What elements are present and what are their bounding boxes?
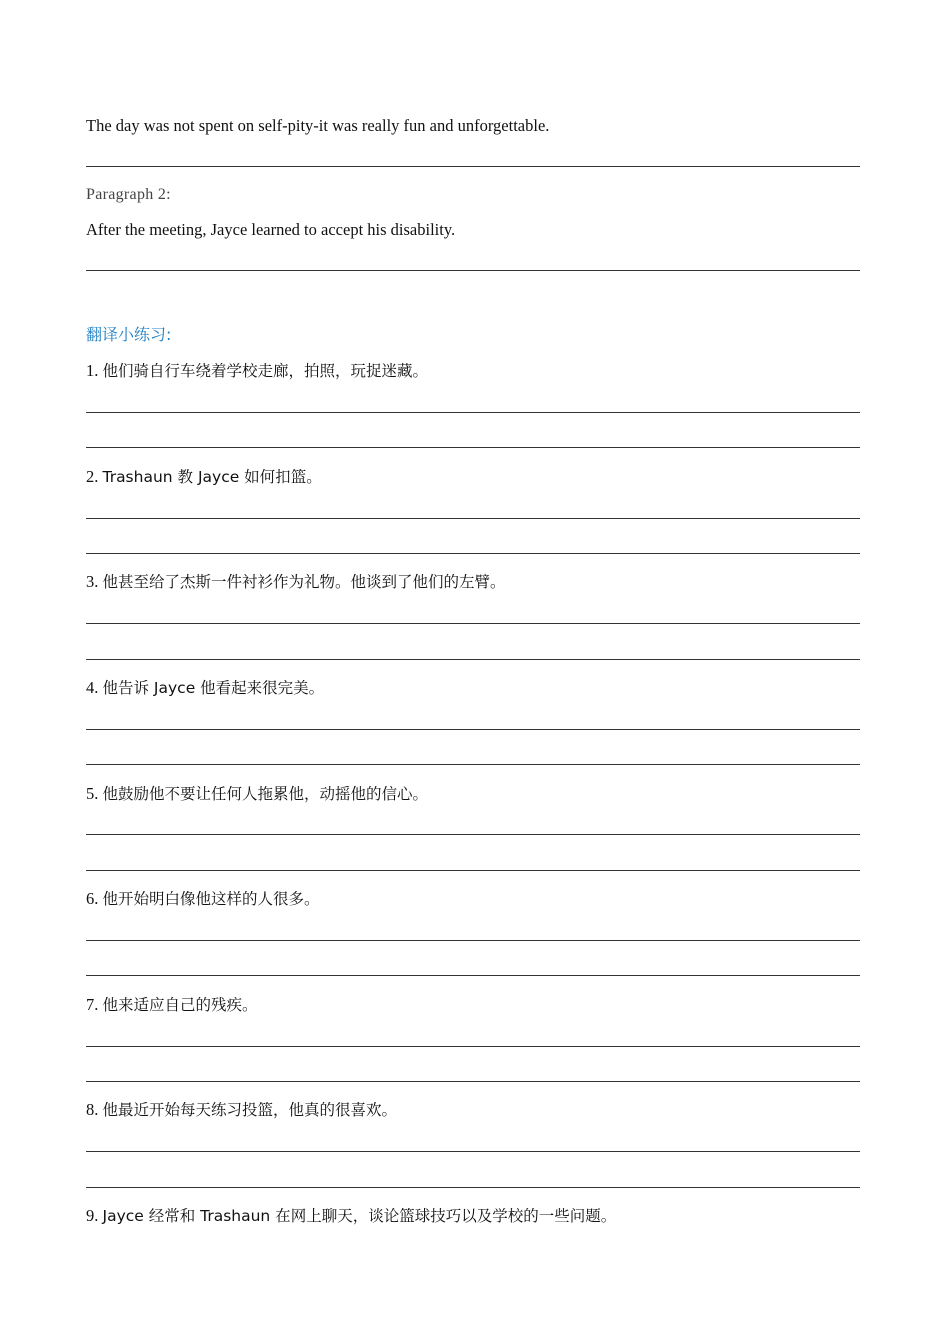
item-number: 9. (86, 1206, 99, 1225)
answer-line[interactable] (86, 623, 860, 624)
translation-section-title: 翻译小练习: (86, 325, 172, 344)
translation-item-9 (86, 1206, 616, 1226)
answer-line[interactable] (86, 1151, 860, 1152)
item-number: 8. (86, 1100, 99, 1119)
answer-line[interactable] (86, 659, 860, 660)
answer-line[interactable] (86, 1187, 860, 1188)
item-text: 他告诉 Jayce 他看起来很完美。 (102, 679, 325, 697)
item-number: 6. (86, 889, 99, 908)
translation-item-2 (86, 467, 322, 487)
translation-item-6 (86, 889, 320, 909)
answer-line[interactable] (86, 1046, 860, 1047)
answer-line[interactable] (86, 270, 860, 271)
translation-item-7 (86, 995, 258, 1015)
item-number: 3. (86, 572, 99, 591)
answer-line[interactable] (86, 412, 860, 413)
answer-line[interactable] (86, 518, 860, 519)
answer-line[interactable] (86, 553, 860, 554)
item-text: Jayce 经常和 Trashaun 在网上聊天，谈论篮球技巧以及学校的一些问题。 (102, 1207, 617, 1225)
translation-item-8 (86, 1100, 397, 1120)
paragraph-2-label: Paragraph 2: (86, 186, 171, 203)
translation-item-1 (86, 361, 428, 381)
item-number: 4. (86, 678, 99, 697)
item-text: Trashaun 教 Jayce 如何扣篮。 (102, 468, 322, 486)
translation-item-4 (86, 678, 324, 698)
answer-line[interactable] (86, 1081, 860, 1082)
paragraph-2-sentence: After the meeting, Jayce learned to accept his disability. (86, 220, 456, 239)
translation-item-3 (86, 572, 506, 592)
answer-line[interactable] (86, 166, 860, 167)
item-text: 他来适应自己的残疾。 (102, 996, 258, 1014)
translation-item-5 (86, 784, 428, 804)
item-text: 他鼓励他不要让任何人拖累他，动摇他的信心。 (102, 785, 429, 803)
answer-line[interactable] (86, 447, 860, 448)
item-number: 5. (86, 784, 99, 803)
item-text: 他开始明白像他这样的人很多。 (102, 890, 320, 908)
item-text: 他甚至给了杰斯一件衬衫作为礼物。他谈到了他们的左臂。 (102, 573, 506, 591)
item-number: 1. (86, 361, 99, 380)
item-text: 他们骑自行车绕着学校走廊，拍照，玩捉迷藏。 (102, 362, 429, 380)
answer-line[interactable] (86, 870, 860, 871)
answer-line[interactable] (86, 975, 860, 976)
item-number: 2. (86, 467, 99, 486)
answer-line[interactable] (86, 729, 860, 730)
answer-line[interactable] (86, 764, 860, 765)
intro-sentence: The day was not spent on self-pity-it was really fun and unforgettable. (86, 116, 550, 135)
item-text: 他最近开始每天练习投篮，他真的很喜欢。 (102, 1101, 398, 1119)
item-number: 7. (86, 995, 99, 1014)
answer-line[interactable] (86, 940, 860, 941)
answer-line[interactable] (86, 834, 860, 835)
